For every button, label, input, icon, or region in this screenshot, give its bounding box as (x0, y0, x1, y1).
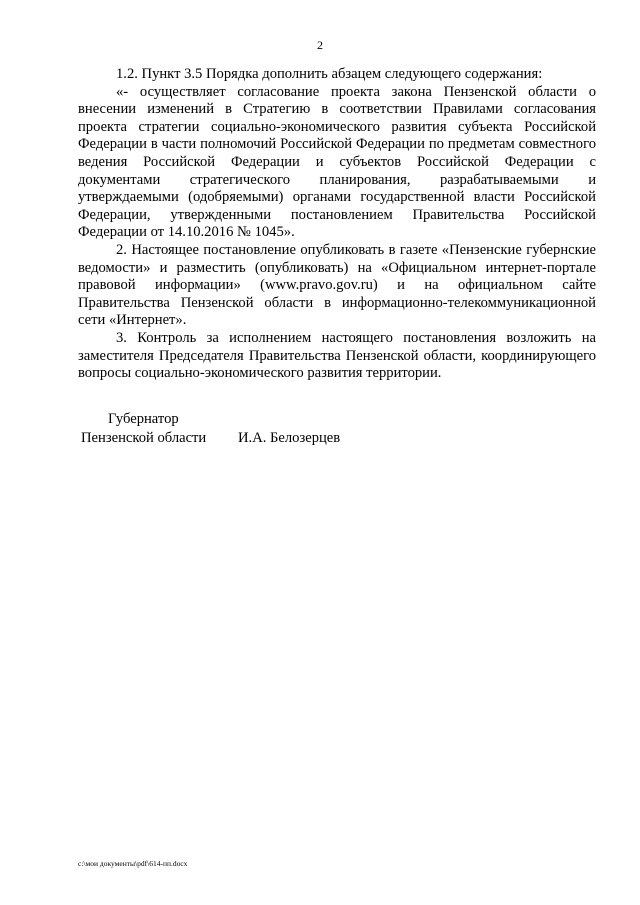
paragraph-1-2: 1.2. Пункт 3.5 Порядка дополнить абзацем следующего содержания: (116, 66, 543, 82)
paragraph-2: 2. Настоящее постановление опубликовать в газете «Пензенские губернские ведомости» и разместить (опубликовать) на «Официальном интернет-портале правовой информации» (www.pravo.gov.ru) и на официальном сайте Правительства Пензенской области в информационно-телекоммуникационной сети «Интернет». (78, 241, 596, 329)
paragraph-3: 3. Контроль за исполнением настоящего постановления возложить на заместителя Председателя Правительства Пензенской области, координирующего вопросы социально-экономического развития территории. (78, 329, 596, 382)
signatory-title-line2: Пензенской области (81, 430, 207, 446)
file-path-footer: c:\мои документы\pdf\614-пп.docx (78, 859, 188, 868)
page-number: 2 (317, 38, 323, 52)
signatory-name: И.А. Белозерцев (238, 430, 341, 446)
signatory-title-line1: Губернатор (108, 411, 179, 427)
document-body (78, 66, 596, 383)
paragraph-quote: «- осуществляет согласование проекта закона Пензенской области о внесении изменений в Стратегию в соответствии Правилами согласования проекта стратегии социально-экономического развития субъекта Российской Федерации в части полномочий Российской Федерации по предметам совместного ведения Российской Федерации и субъектов Российской Федерации с документами стратегического планирования, разрабатываемыми и утверждаемыми (одобряемыми) органами государственной власти Российской Федерации, утвержденными постановлением Правительства Российской Федерации от 14.10.2016 № 1045». (78, 83, 596, 241)
